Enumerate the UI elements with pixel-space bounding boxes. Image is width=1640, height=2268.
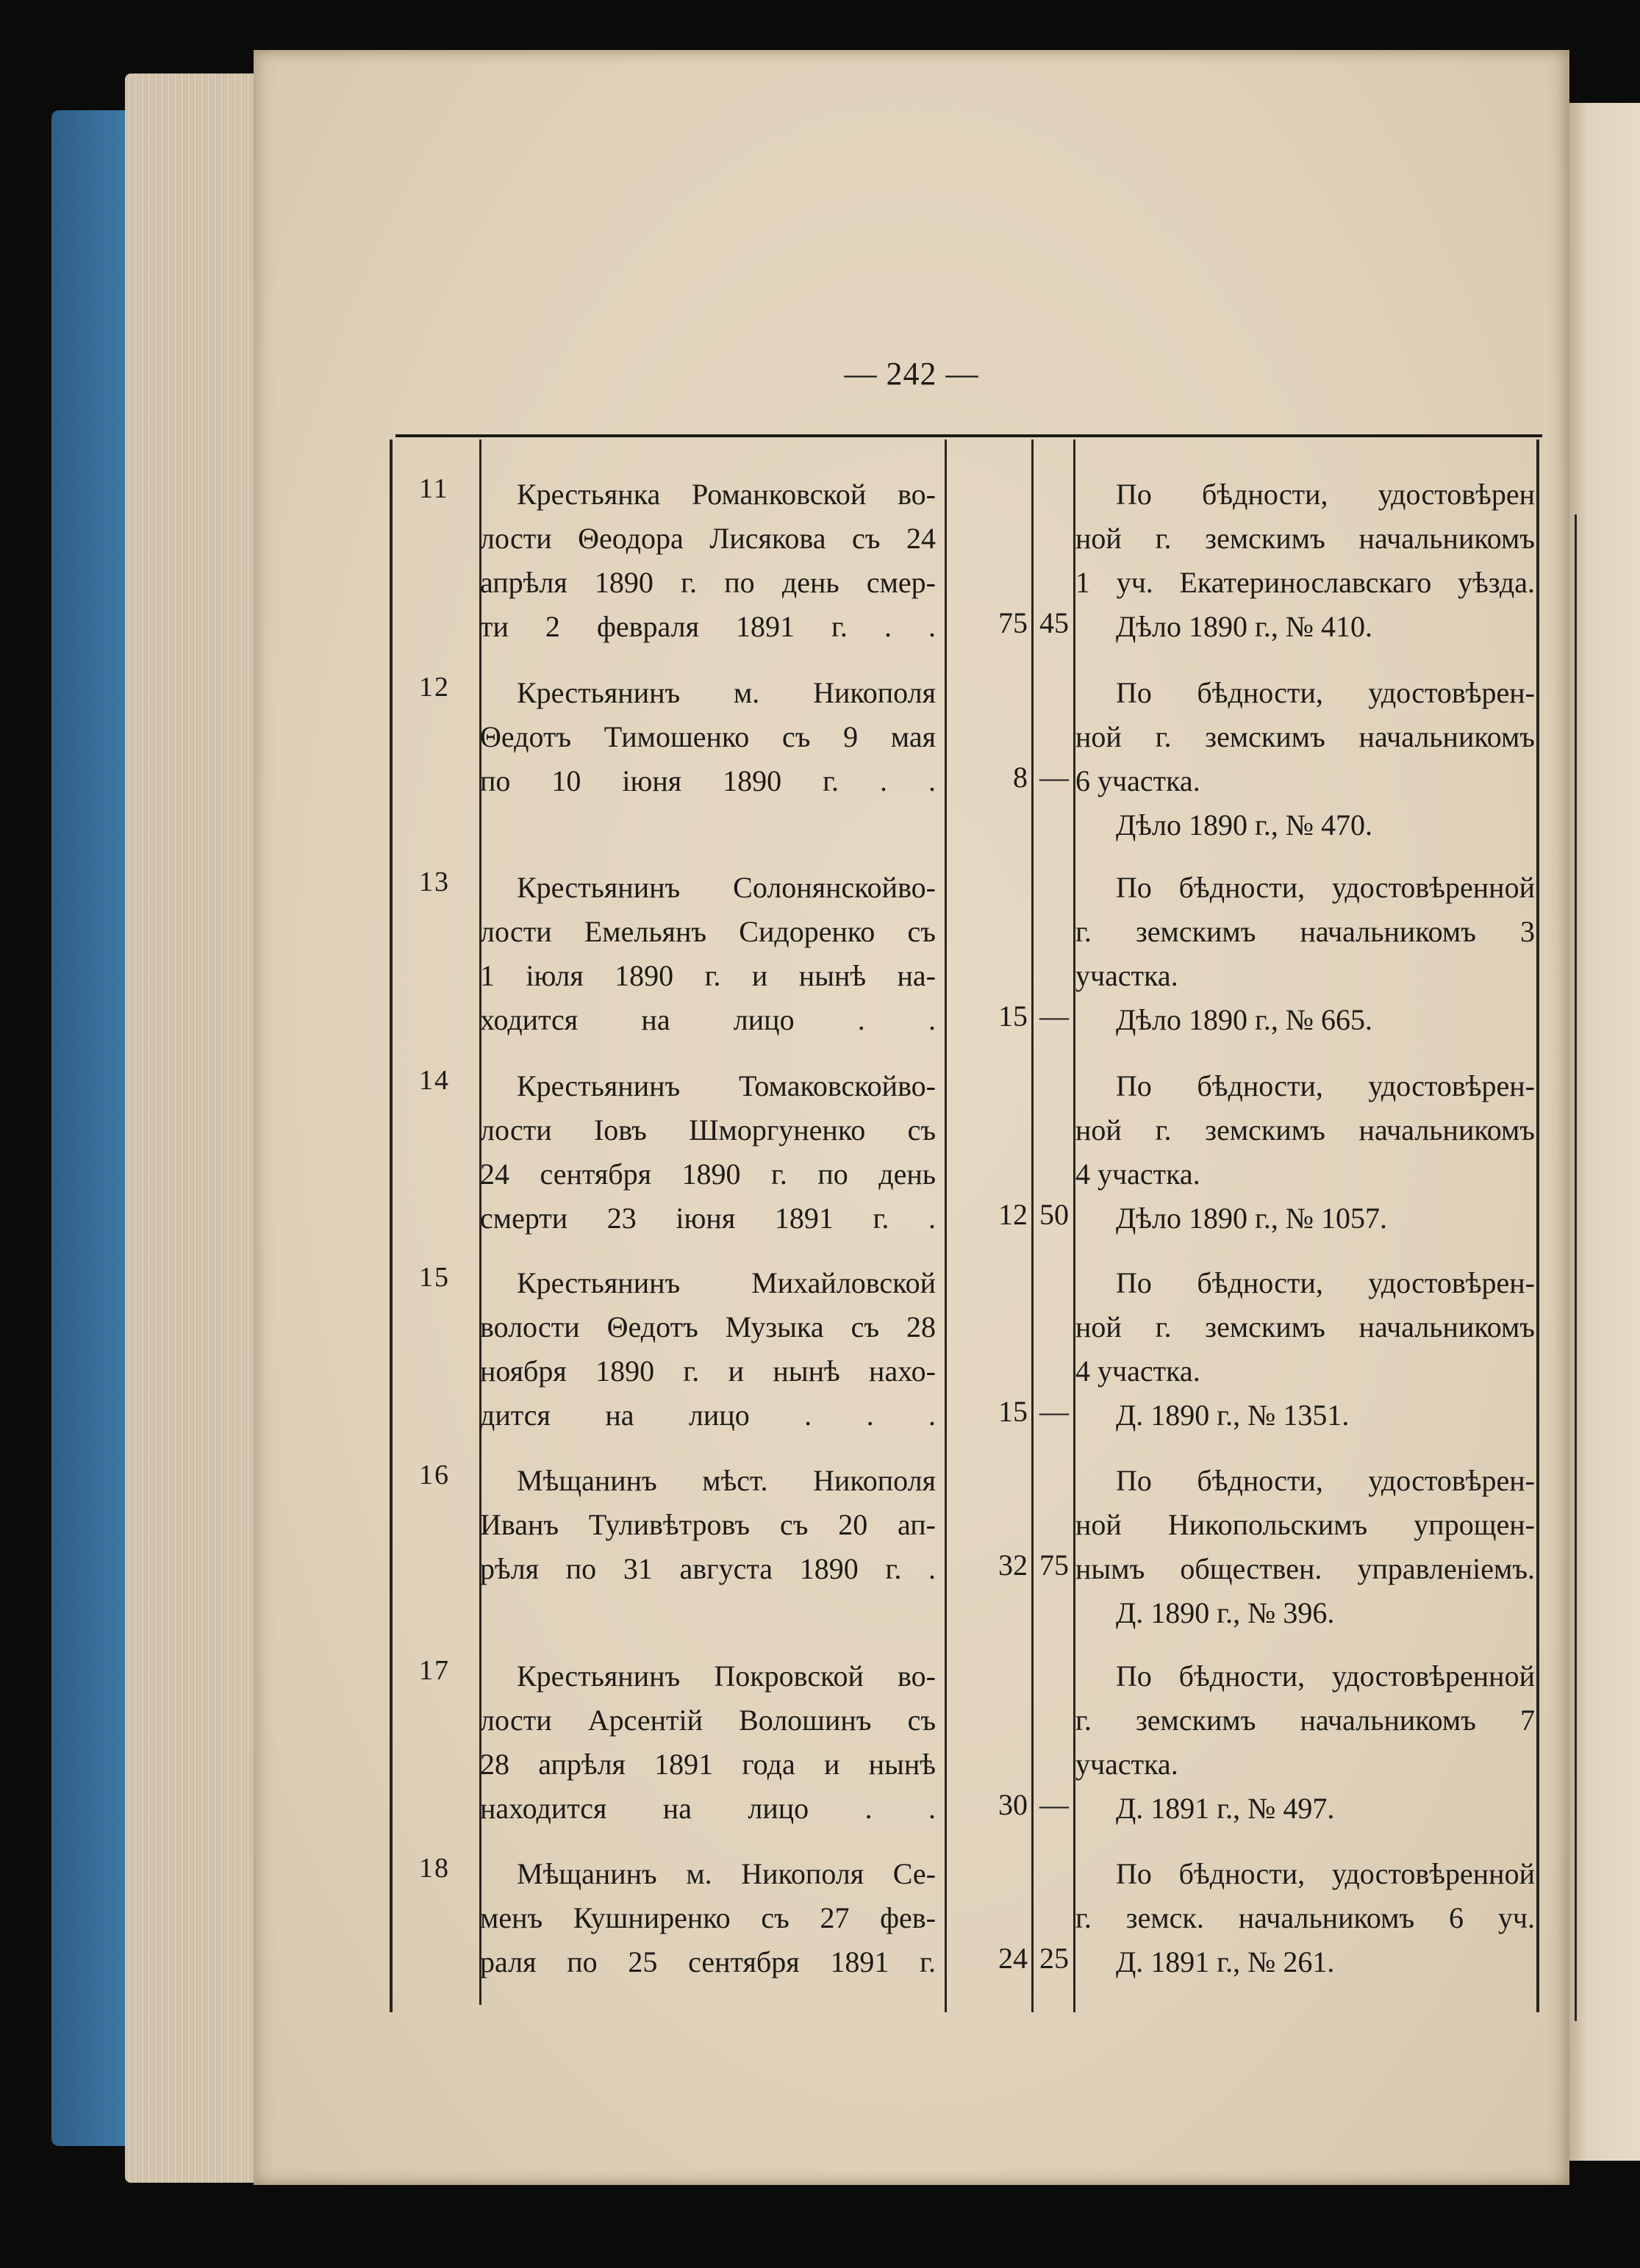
note-line: Дѣло 1890 г., № 410. [1116,610,1373,643]
description-line: волости Θедотъ Музыка съ 28 [480,1310,936,1343]
amount-kopecks: — [1039,761,1069,794]
description-line: Крестьянка Романковской во- [517,478,936,511]
note-line: г. земск. начальникомъ 6 уч. [1075,1901,1535,1934]
description-line: раля по 25 сентября 1891 г. [480,1945,936,1978]
amount-kopecks: — [1039,1395,1069,1428]
entry-description [480,866,936,1042]
description-line: лости Іовъ Шморгуненко съ [480,1113,936,1146]
amount-rubles: 12 [998,1198,1028,1231]
entry-number: 17 [419,1655,450,1686]
note-line: 4 участка. [1075,1354,1200,1388]
note-line: Дѣло 1890 г., № 470. [1116,808,1373,841]
table-right-rule [1536,439,1539,2012]
amount-kopecks: 25 [1039,1942,1069,1975]
entry-description [480,1261,936,1438]
description-line: апрѣля 1890 г. по день смер- [480,566,936,599]
note-line: 4 участка. [1075,1158,1200,1191]
page-number: — 242 — [844,356,979,392]
description-line: Крестьянинъ Томаковскойво- [517,1069,936,1102]
entry-note [1075,1064,1535,1241]
note-line: Д. 1891 г., № 261. [1116,1945,1335,1978]
description-line: ти 2 февраля 1891 г. . . [480,610,936,643]
amount-rubles: 8 [1013,761,1028,794]
entry-number: 18 [419,1853,450,1884]
note-line: По бѣдности, удостовѣренной [1116,1659,1535,1693]
table-top-rule [395,434,1542,437]
amount-rubles: 15 [998,1395,1028,1428]
entry-number: 15 [419,1262,450,1293]
entry-note [1075,1261,1535,1438]
note-line: 1 уч. Екатеринославскаго уѣзда. [1075,566,1535,599]
amount-kopecks: 45 [1039,606,1069,639]
description-line: ходится на лицо . . [480,1003,936,1036]
entry-description [480,473,936,649]
description-line: дится на лицо . . . [480,1399,936,1432]
description-line: находится на лицо . . [480,1792,936,1825]
description-line: рѣля по 31 августа 1890 г. . [480,1552,936,1585]
note-line: Д. 1890 г., № 1351. [1116,1399,1350,1432]
column-rule [945,439,947,2012]
note-line: ной Никопольскимъ упрощен- [1075,1508,1535,1541]
description-line: Крестьянинъ Покровской во- [517,1659,936,1693]
entry-note [1075,1459,1535,1635]
entry-note [1075,1654,1535,1831]
entry-number: 14 [419,1065,450,1096]
note-line: Дѣло 1890 г., № 665. [1116,1003,1373,1036]
entry-description [480,1064,936,1241]
description-line: лости Арсентій Волошинъ съ [480,1704,936,1737]
entry-number: 13 [419,866,450,897]
entry-note [1075,671,1535,847]
amount-rubles: 30 [998,1788,1028,1821]
note-line: 6 участка. [1075,764,1200,797]
facing-page [1566,103,1640,2161]
note-line: По бѣдности, удостовѣрен- [1116,1069,1535,1102]
amount-rubles: 15 [998,1000,1028,1033]
description-line: 24 сентября 1890 г. по день [480,1158,936,1191]
note-line: ной г. земскимъ начальникомъ [1075,1310,1535,1343]
entry-description [480,671,936,803]
entry-description [480,1654,936,1831]
entry-note [1075,473,1535,649]
note-line: участка. [1075,1748,1178,1781]
description-line: лости Емельянъ Сидоренко съ [480,915,936,948]
entry-note [1075,1852,1535,1984]
amount-rubles: 75 [998,606,1028,639]
description-line: Иванъ Туливѣтровъ съ 20 ап- [480,1508,936,1541]
entry-description [480,1459,936,1591]
note-line: нымъ обществен. управленіемъ. [1075,1552,1535,1585]
entry-number: 12 [419,672,450,703]
note-line: По бѣдности, удостовѣренной [1116,1857,1535,1890]
note-line: ной г. земскимъ начальникомъ [1075,720,1535,753]
amount-kopecks: 50 [1039,1198,1069,1231]
amount-kopecks: — [1039,1000,1069,1033]
description-line: Крестьянинъ Михайловской [517,1266,936,1299]
note-line: Д. 1891 г., № 497. [1116,1792,1335,1825]
note-line: ной г. земскимъ начальникомъ [1075,1113,1535,1146]
note-line: По бѣдности, удостовѣренной [1116,871,1535,904]
description-line: менъ Кушниренко съ 27 фев- [480,1901,936,1934]
description-line: лости Θеодора Лисякова съ 24 [480,522,936,555]
note-line: Д. 1890 г., № 396. [1116,1596,1335,1629]
note-line: По бѣдности, удостовѣрен- [1116,1266,1535,1299]
note-line: ной г. земскимъ начальникомъ [1075,522,1535,555]
entry-number: 11 [419,473,449,504]
amount-kopecks: — [1039,1788,1069,1821]
note-line: Дѣло 1890 г., № 1057. [1116,1202,1388,1235]
amount-rubles: 32 [998,1549,1028,1582]
description-line: Мѣщанинъ мѣст. Никополя [517,1464,936,1497]
note-line: г. земскимъ начальникомъ 7 [1075,1704,1535,1737]
description-line: ноября 1890 г. и нынѣ нахо- [480,1354,936,1388]
description-line: смерти 23 іюня 1891 г. . [480,1202,936,1235]
note-line: По бѣдности, удостовѣрен- [1116,1464,1535,1497]
table-left-rule [390,439,393,2012]
note-line: По бѣдности, удостовѣрен [1116,478,1535,511]
column-rule [1031,439,1034,2012]
entry-number: 16 [419,1460,450,1490]
note-line: участка. [1075,959,1178,992]
amount-kopecks: 75 [1039,1549,1069,1582]
entry-description [480,1852,936,1984]
entry-note [1075,866,1535,1042]
facing-page-rule [1575,514,1577,2021]
description-line: 28 апрѣля 1891 года и нынѣ [480,1748,936,1781]
note-line: По бѣдности, удостовѣрен- [1116,676,1535,709]
description-line: Крестьянинъ Солонянскойво- [517,871,936,904]
book-page [254,50,1569,2185]
description-line: Θедотъ Тимошенко съ 9 мая [480,720,936,753]
description-line: Мѣщанинъ м. Никополя Се- [517,1857,936,1890]
amount-rubles: 24 [998,1942,1028,1975]
note-line: г. земскимъ начальникомъ 3 [1075,915,1535,948]
description-line: 1 іюля 1890 г. и нынѣ на- [480,959,936,992]
description-line: Крестьянинъ м. Никополя [517,676,936,709]
description-line: по 10 іюня 1890 г. . . [480,764,936,797]
